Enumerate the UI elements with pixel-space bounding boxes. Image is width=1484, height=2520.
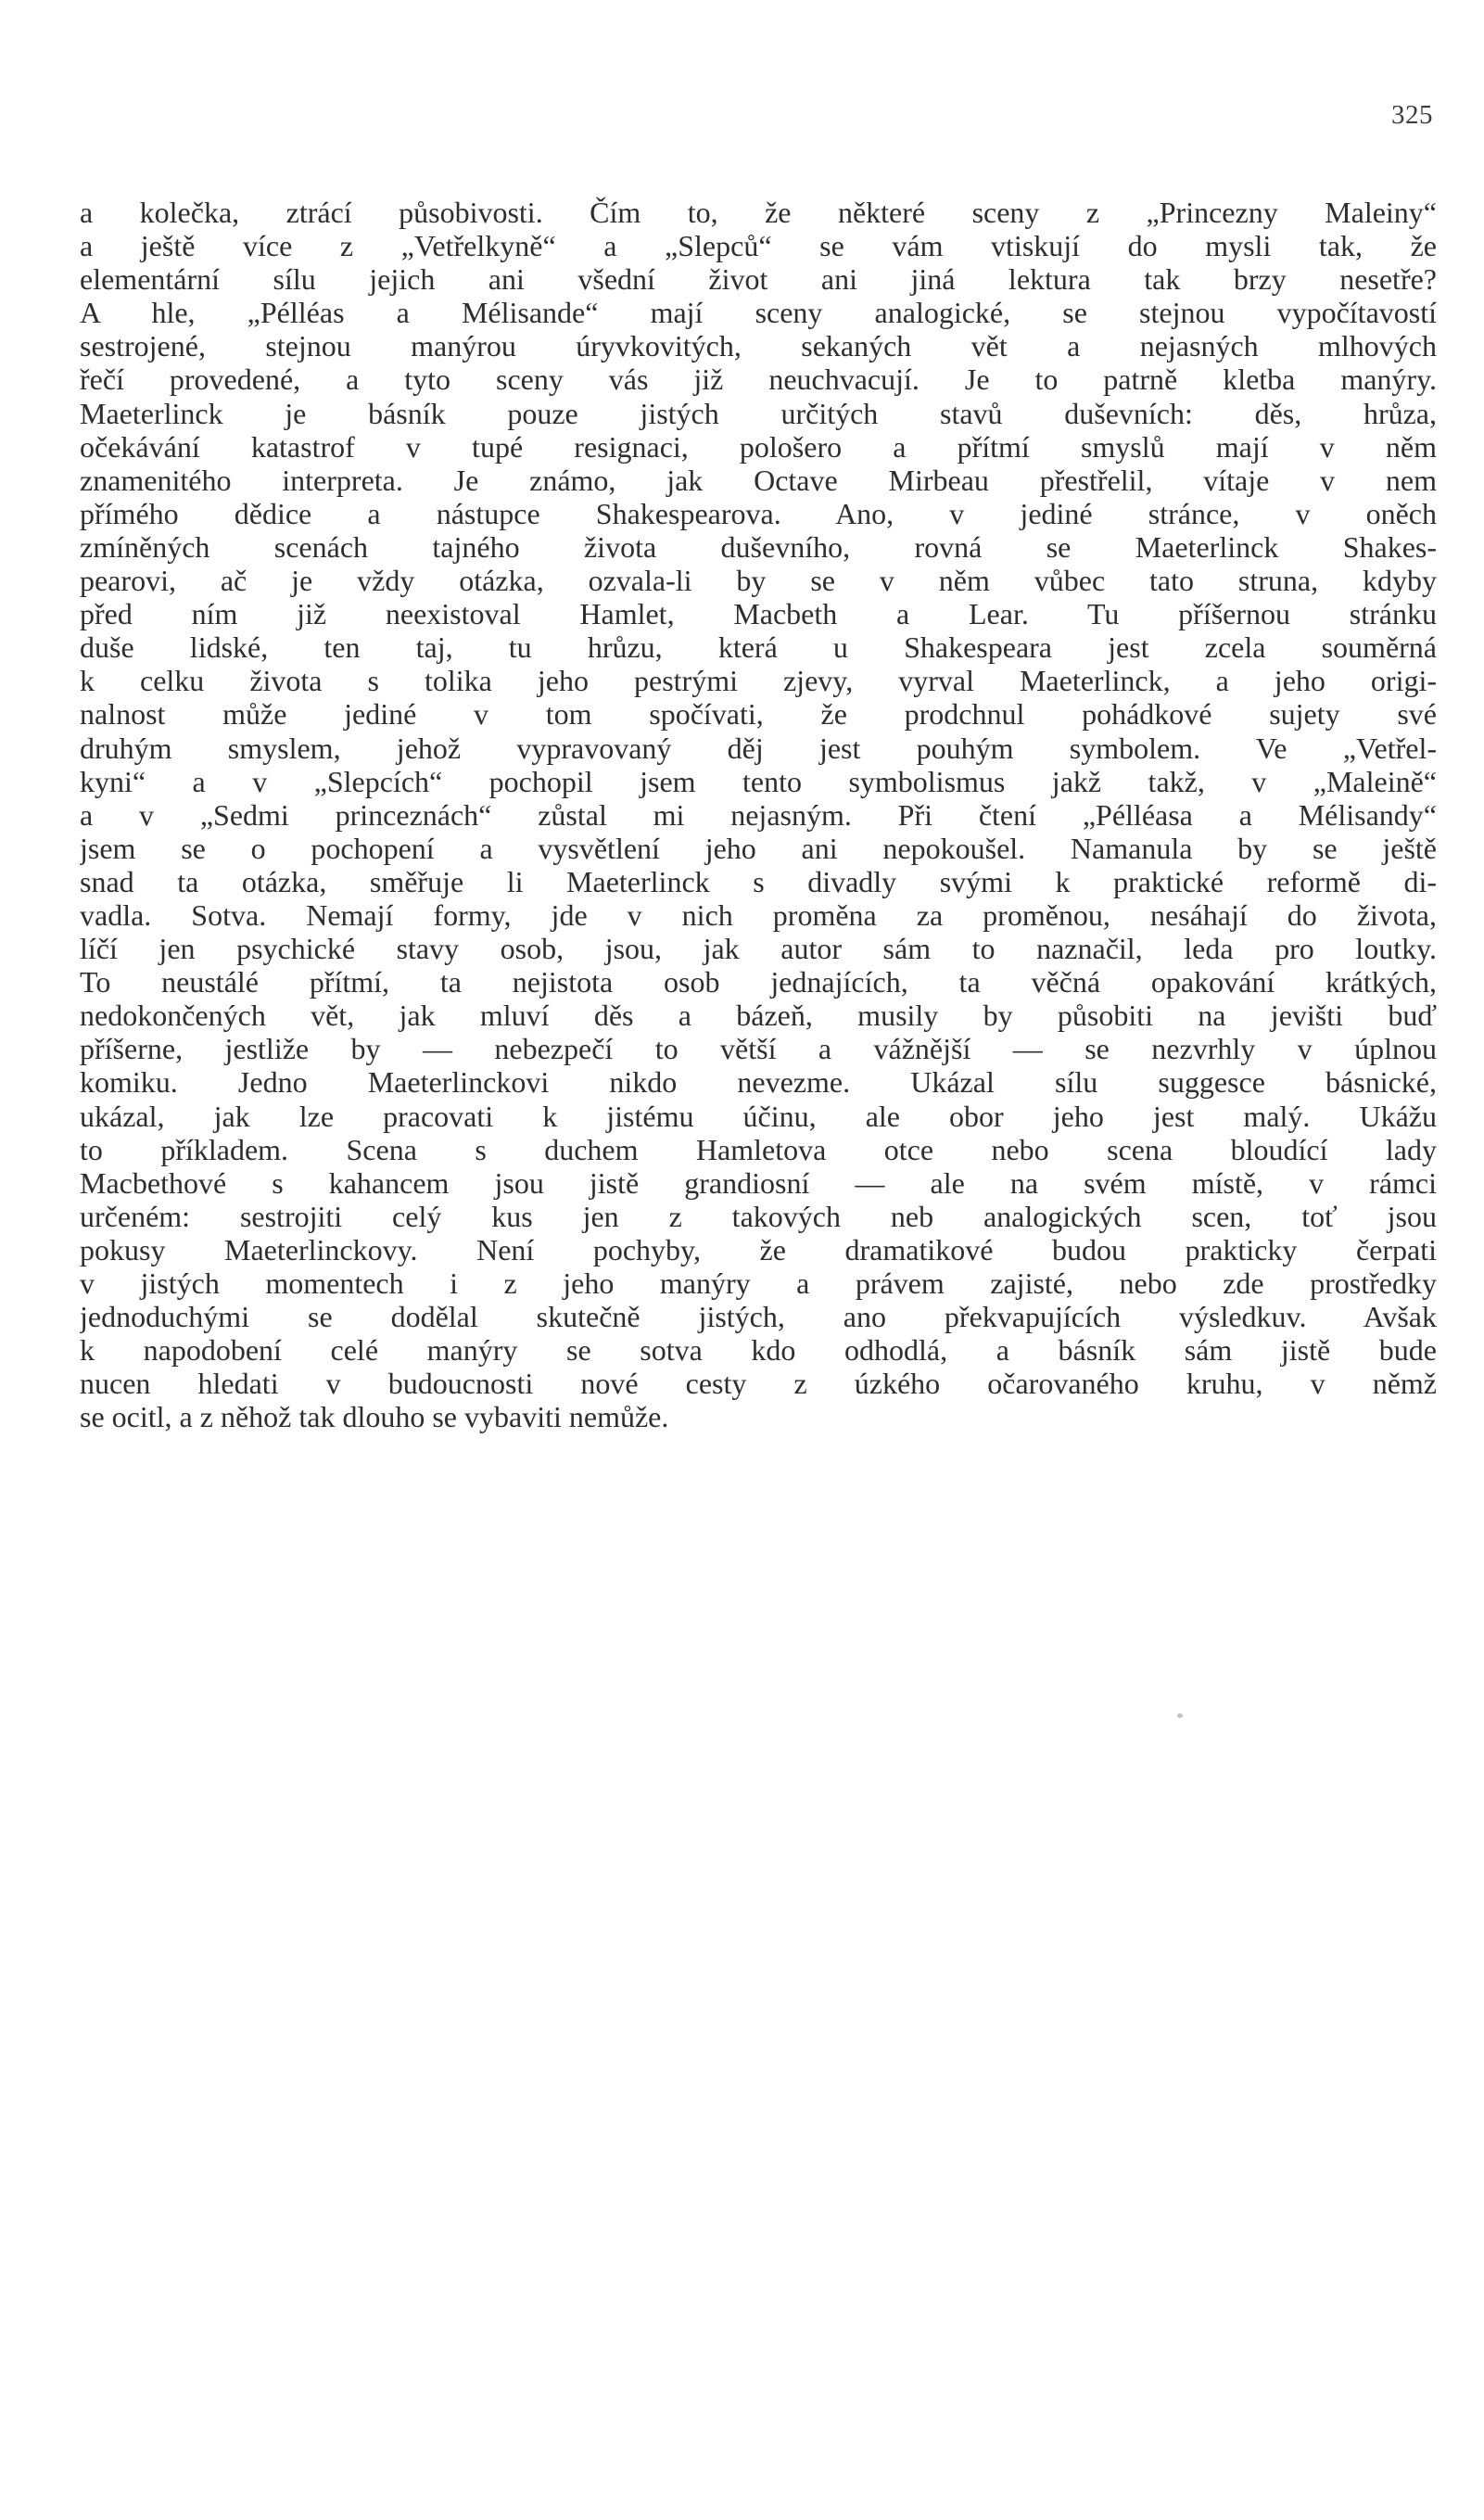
text-line: snad ta otázka, směřuje li Maeterlinck s divadly svými k praktické reformě di-	[80, 864, 1437, 898]
text-line: se ocitl, a z něhož tak dlouho se vybaviti nemůže.	[80, 1400, 669, 1434]
text-line: nedokončených vět, jak mluví děs a bázeň, musily by působiti na jevišti buď	[80, 999, 1437, 1033]
text-line: nalnost může jediné v tom spočívati, že prodchnul pohádkové sujety své	[80, 697, 1437, 732]
text-line: A hle, „Pélléas a Mélisande“ mají sceny analogické, se stejnou vypočítavostí	[80, 296, 1437, 330]
text-line: druhým smyslem, jehož vypravovaný děj jest pouhým symbolem. Ve „Vetřel-	[80, 731, 1437, 765]
text-line: vadla. Sotva. Nemají formy, jde v nich proměna za proměnou, nesáhají do života,	[80, 897, 1437, 932]
text-line: To neustálé přítmí, ta nejistota osob jednajících, ta věčná opakování krátkých,	[80, 965, 1437, 999]
text-line: přímého dědice a nástupce Shakespearova. Ano, v jediné stránce, v oněch	[80, 496, 1437, 530]
text-line: očekávání katastrof v tupé resignaci, pološero a přítmí smyslů mají v něm	[80, 429, 1437, 464]
text-line: jednoduchými se dodělal skutečně jistých, ano překvapujících výsledkuv. Avšak	[80, 1300, 1437, 1334]
text-line: líčí jen psychické stavy osob, jsou, jak autor sám to naznačil, leda pro loutky.	[80, 932, 1437, 966]
paper-speck	[1177, 1713, 1183, 1718]
text-line: příšerne, jestliže by — nebezpečí to větší a vážnější — se nezvrhly v úplnou	[80, 1032, 1437, 1066]
text-line: Maeterlinck je básník pouze jistých určitých stavů duševních: děs, hrůza,	[80, 396, 1437, 430]
text-line: kyni“ a v „Slepcích“ pochopil jsem tento symbolismus jakž takž, v „Maleině“	[80, 764, 1437, 798]
text-line: duše lidské, ten taj, tu hrůzu, která u Shakespeara jest zcela souměrná	[80, 630, 1437, 665]
text-line: v jistých momentech i z jeho manýry a právem zajisté, nebo zde prostředky	[80, 1266, 1437, 1300]
text-line: to příkladem. Scena s duchem Hamletova otce nebo scena bloudící lady	[80, 1132, 1437, 1166]
body-text	[80, 196, 1437, 1433]
text-line: určeném: sestrojiti celý kus jen z takových neb analogických scen, toť jsou	[80, 1199, 1437, 1233]
text-line: elementární sílu jejich ani všední život ani jiná lektura tak brzy nesetře?	[80, 262, 1437, 297]
text-line: nucen hledati v budoucnosti nové cesty z úzkého očarovaného kruhu, v němž	[80, 1367, 1437, 1401]
text-line: sestrojené, stejnou manýrou úryvkovitých, sekaných vět a nejasných mlhových	[80, 329, 1437, 363]
text-line: znamenitého interpreta. Je známo, jak Octave Mirbeau přestřelil, vítaje v nem	[80, 463, 1437, 497]
text-line: ukázal, jak lze pracovati k jistému účinu, ale obor jeho jest malý. Ukážu	[80, 1099, 1437, 1133]
text-line: a ještě více z „Vetřelkyně“ a „Slepců“ se vám vtiskují do mysli tak, že	[80, 229, 1437, 263]
text-line: před ním již neexistoval Hamlet, Macbeth a Lear. Tu příšernou stránku	[80, 597, 1437, 631]
text-line: pearovi, ač je vždy otázka, ozvala-li by se v něm vůbec tato struna, kdyby	[80, 564, 1437, 598]
text-line: k napodobení celé manýry se sotva kdo odhodlá, a básník sám jistě bude	[80, 1333, 1437, 1368]
text-line: a kolečka, ztrácí působivosti. Čím to, že některé sceny z „Princezny Maleiny“	[80, 196, 1437, 229]
text-line: řečí provedené, a tyto sceny vás již neuchvacují. Je to patrně kletba manýry.	[80, 363, 1437, 397]
text-line: jsem se o pochopení a vysvětlení jeho ani nepokoušel. Namanula by se ještě	[80, 831, 1437, 865]
text-line: pokusy Maeterlinckovy. Není pochyby, že dramatikové budou prakticky čerpati	[80, 1232, 1437, 1266]
text-line: zmíněných scenách tajného života duševního, rovná se Maeterlinck Shakes-	[80, 529, 1437, 564]
page-number: 325	[1391, 100, 1433, 130]
text-line: Macbethové s kahancem jsou jistě grandiosní — ale na svém místě, v rámci	[80, 1165, 1437, 1200]
text-line: k celku života s tolika jeho pestrými zjevy, vyrval Maeterlinck, a jeho origi-	[80, 664, 1437, 698]
text-line: a v „Sedmi princeznách“ zůstal mi nejasným. Při čtení „Pélléasa a Mélisandy“	[80, 797, 1437, 832]
text-line: komiku. Jedno Maeterlinckovi nikdo nevezme. Ukázal sílu suggesce básnické,	[80, 1065, 1437, 1100]
